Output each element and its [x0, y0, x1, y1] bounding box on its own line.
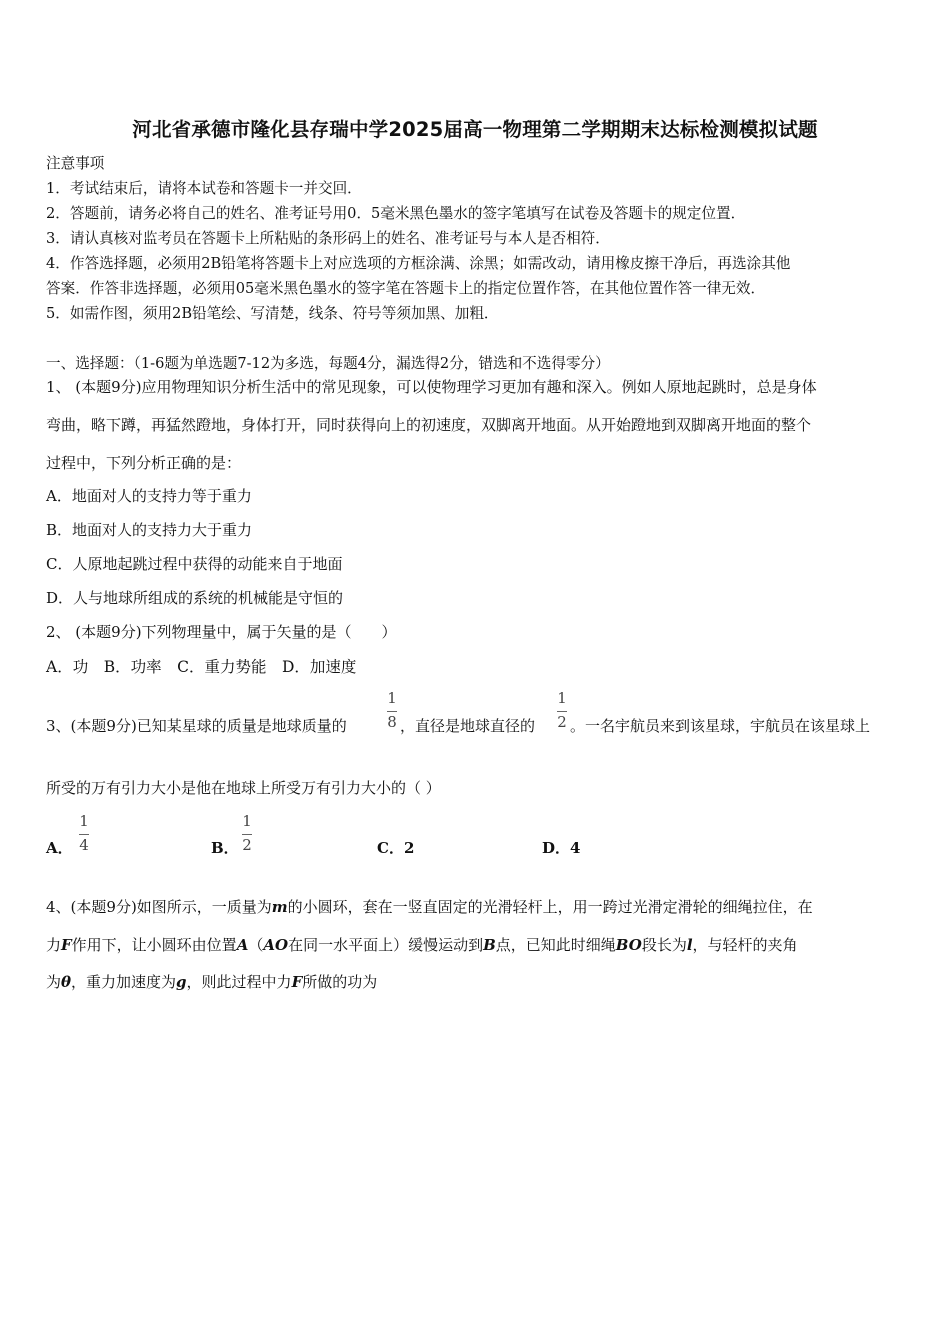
q1-option-d: D．人与地球所组成的系统的机械能是守恒的	[46, 589, 344, 607]
q3-option-b-num: 1	[242, 812, 252, 830]
q1-option-a: A．地面对人的支持力等于重力	[46, 487, 252, 505]
fraction-bar	[242, 834, 252, 835]
fraction-bar	[387, 711, 397, 712]
q3-stem-line-2: 所受的万有引力大小是他在地球上所受万有引力大小的（ ）	[46, 779, 441, 797]
q4-text: 所做的功为	[302, 973, 378, 991]
q4-text: 作用下，让小圆环由位置	[71, 936, 237, 954]
q4-text: 在同一水平面上）缓慢运动到	[288, 936, 484, 954]
notice-item-1: 1．考试结束后，请将本试卷和答题卡一并交回．	[46, 180, 362, 197]
q4-var-a: A	[236, 936, 249, 954]
q3-option-d: D．4	[542, 839, 581, 857]
q4-text: 的小圆环，套在一竖直固定的光滑轻杆上，用一跨过光滑定滑轮的细绳拉住，在	[287, 898, 813, 916]
notice-item-4-cont: 答案．作答非选择题，必须用05毫米黑色墨水的签字笔在答题卡上的指定位置作答，在其他位置作答一律无效．	[46, 280, 766, 297]
section-heading: 一、选择题：（1-6题为单选题7-12为多选，每题4分，漏选得2分，错选和不选得零分）	[46, 355, 610, 372]
q4-text: ，则此过程中力	[186, 973, 292, 991]
q4-stem-line-2	[46, 934, 798, 955]
q1-option-c: C．人原地起跳过程中获得的动能来自于地面	[46, 555, 343, 573]
q3-fraction-mass-num: 1	[387, 689, 397, 707]
q2-stem: 2、 (本题9分)下列物理量中，属于矢量的是（ ）	[46, 623, 397, 641]
q4-var-g: g	[176, 973, 187, 991]
fraction-bar	[79, 834, 89, 835]
notice-item-4: 4．作答选择题，必须用2B铅笔将答题卡上对应选项的方框涂满、涂黑；如需改动，请用橡皮擦干净后，再选涂其他	[46, 255, 791, 272]
q4-var-b: B	[483, 936, 496, 954]
notice-item-3: 3．请认真核对监考员在答题卡上所粘贴的条形码上的姓名、准考证号与本人是否相符．	[46, 230, 610, 247]
q3-option-b-den: 2	[242, 836, 252, 854]
notice-heading: 注意事项	[46, 155, 105, 172]
page-title: 河北省承德市隆化县存瑞中学2025届高一物理第二学期期末达标检测模拟试题	[132, 118, 818, 141]
q3-fraction-mass-den: 8	[387, 713, 397, 731]
q3-fraction-diameter-den: 2	[557, 713, 567, 731]
q4-stem-line-3	[46, 971, 377, 992]
q1-stem-line-3: 过程中，下列分析正确的是：	[46, 454, 242, 472]
q4-var-l: l	[686, 936, 693, 954]
fraction-bar	[557, 711, 567, 712]
q4-text: （	[248, 936, 264, 954]
q3-stem-part2: ，直径是地球直径的	[400, 717, 536, 735]
q4-text: 4、(本题9分)如图所示，一质量为	[46, 898, 272, 916]
q4-text: 点，已知此时细绳	[495, 936, 616, 954]
q3-option-a-label: A．	[46, 839, 73, 857]
q3-option-a-den: 4	[79, 836, 89, 854]
q4-text: ，重力加速度为	[71, 973, 177, 991]
q4-text: 段长为	[641, 936, 687, 954]
q3-option-a-num: 1	[79, 812, 89, 830]
q4-text: 为	[46, 973, 62, 991]
q1-stem-line-2: 弯曲，略下蹲，再猛然蹬地，身体打开，同时获得向上的初速度，双脚离开地面。从开始蹬地到双脚离开地面的整个	[46, 416, 812, 434]
q2-options: A．功 B．功率 C．重力势能 D．加速度	[46, 658, 357, 676]
q4-stem-line-1	[46, 896, 813, 917]
q1-option-b: B．地面对人的支持力大于重力	[46, 521, 253, 539]
q4-var-f: F	[291, 973, 303, 991]
q3-option-b-label: B．	[211, 839, 239, 857]
notice-item-5: 5．如需作图，须用2B铅笔绘、写清楚，线条、符号等须加黑、加粗．	[46, 305, 499, 322]
q3-stem-part1: 3、(本题9分)已知某星球的质量是地球质量的	[46, 717, 347, 735]
q4-var-bo: BO	[615, 936, 642, 954]
q3-fraction-diameter-num: 1	[557, 689, 567, 707]
q4-var-theta: θ	[61, 973, 72, 991]
q3-option-c: C．2	[377, 839, 415, 857]
q4-text: 力	[46, 936, 62, 954]
q1-stem-line-1: 1、 (本题9分)应用物理知识分析生活中的常见现象，可以使物理学习更加有趣和深入。例如人原地起跳时，总是身体	[46, 378, 817, 396]
q4-var-f: F	[61, 936, 72, 954]
notice-item-2: 2．答题前，请务必将自己的姓名、准考证号用0．5毫米黑色墨水的签字笔填写在试卷及答题卡的规定位置．	[46, 205, 746, 222]
q4-var-m: m	[271, 898, 288, 916]
q4-text: ，与轻杆的夹角	[692, 936, 798, 954]
q3-stem-part3: 。一名宇航员来到该星球，宇航员在该星球上	[570, 717, 871, 735]
q4-var-ao: AO	[263, 936, 289, 954]
